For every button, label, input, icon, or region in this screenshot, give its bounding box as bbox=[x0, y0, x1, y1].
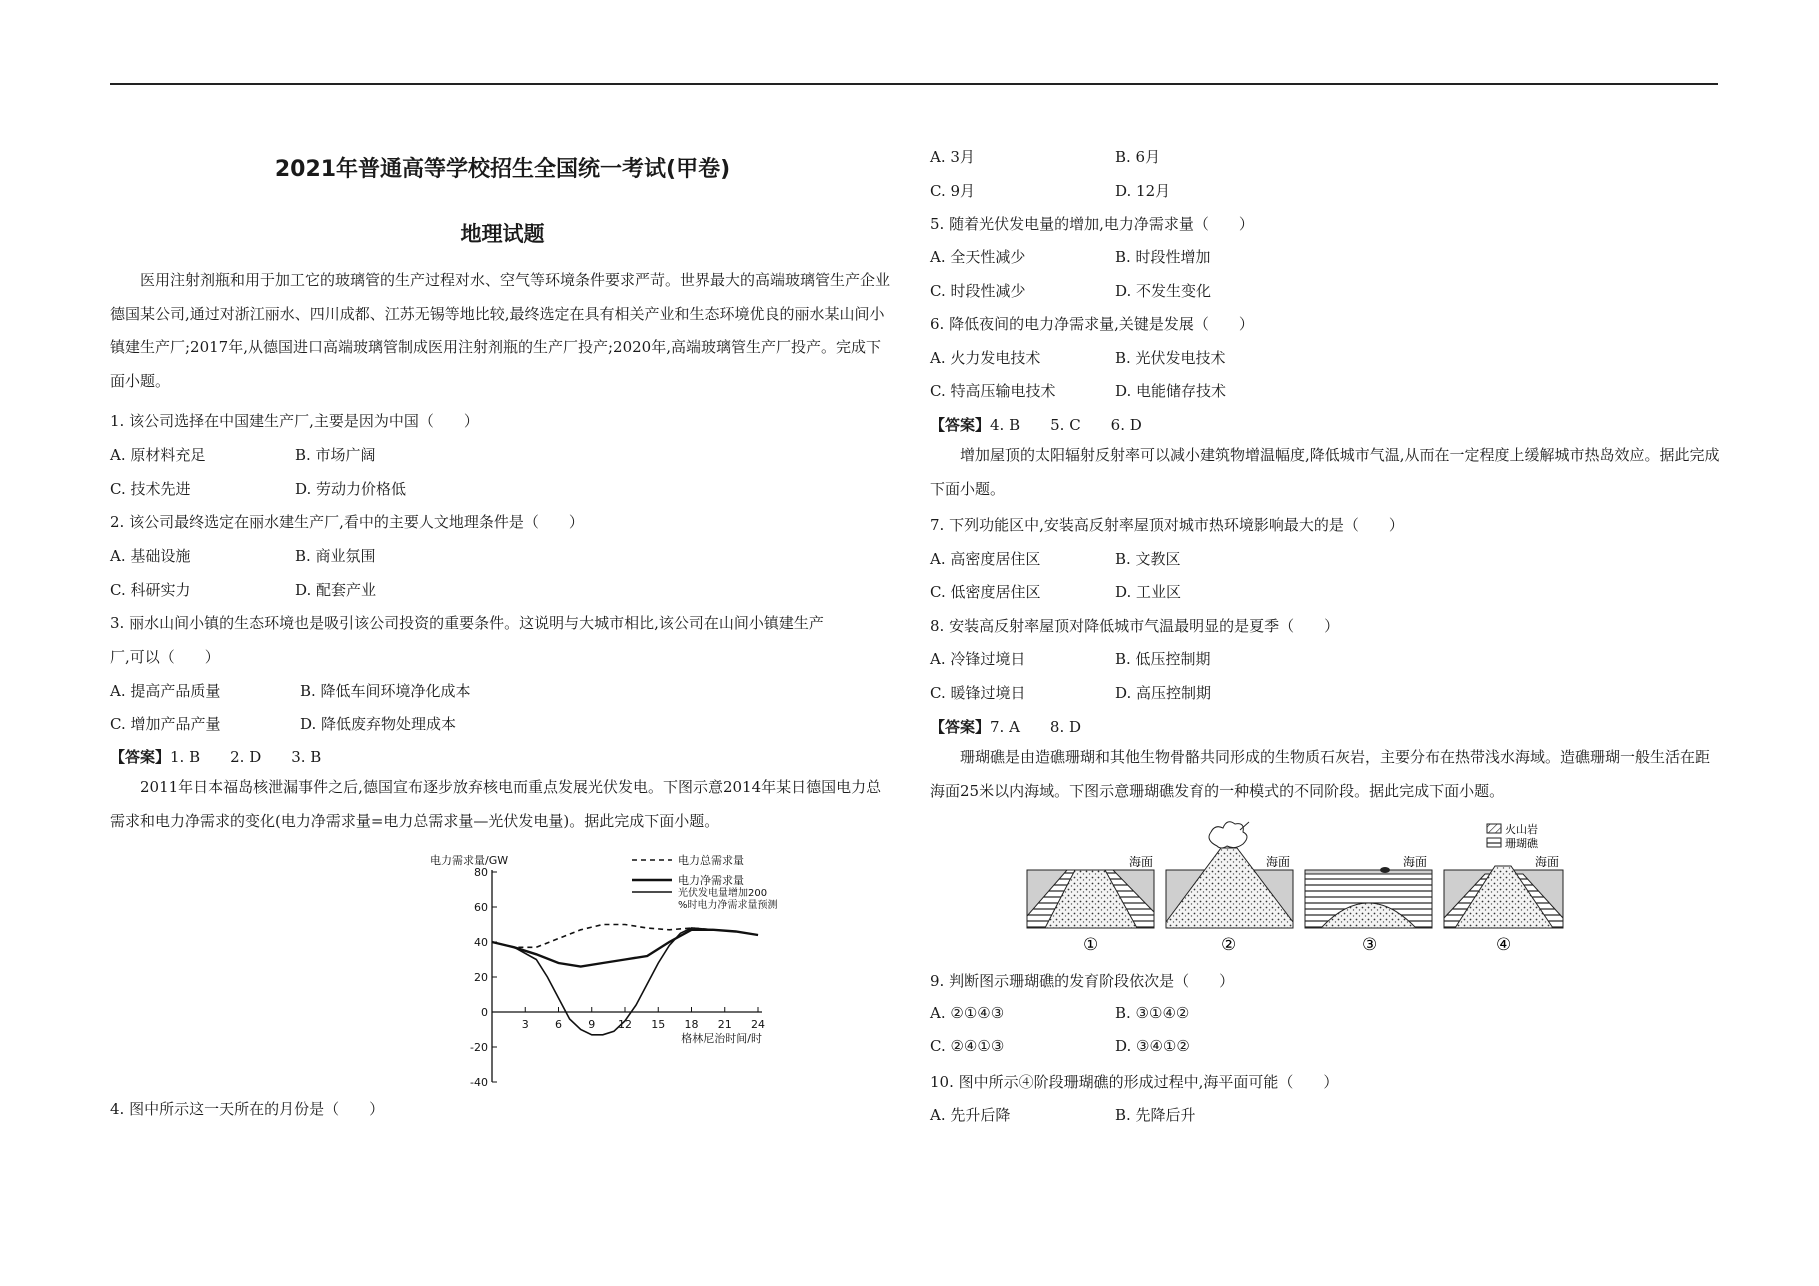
legend-volcanic-label: 火山岩 bbox=[1505, 823, 1538, 836]
q9-option-c: C. ②④①③ bbox=[930, 1037, 1005, 1055]
q8-option-c: C. 暖锋过境日 bbox=[930, 684, 1026, 702]
coral-reef-figure bbox=[1025, 822, 1565, 954]
q9-option-b: B. ③①④② bbox=[1115, 1004, 1190, 1022]
q5-option-d: D. 不发生变化 bbox=[1115, 282, 1212, 300]
answer-1-3 bbox=[110, 746, 321, 767]
q1-option-d: D. 劳动力价格低 bbox=[295, 480, 407, 498]
q7-option-a: A. 高密度居住区 bbox=[930, 550, 1041, 568]
q3-option-d: D. 降低废弃物处理成本 bbox=[300, 715, 457, 733]
question-10-stem: 10. 图中所示④阶段珊瑚礁的形成过程中,海平面可能（ ） bbox=[930, 1073, 1339, 1091]
reef-panel-3 bbox=[1305, 855, 1432, 955]
y-tick-label: 40 bbox=[474, 936, 488, 949]
reef-top bbox=[1380, 867, 1390, 873]
x-tick-label: 3 bbox=[521, 1018, 529, 1031]
answer-text: 4. B 5. C 6. D bbox=[990, 416, 1142, 434]
q6-option-b: B. 光伏发电技术 bbox=[1115, 349, 1226, 367]
panel-label-2: ② bbox=[1221, 935, 1237, 955]
question-1-stem: 1. 该公司选择在中国建生产厂,主要是因为中国（ ） bbox=[110, 412, 479, 430]
q6-option-a: A. 火力发电技术 bbox=[930, 349, 1041, 367]
y-tick-label: 0 bbox=[481, 1006, 488, 1019]
panel-label-4: ④ bbox=[1496, 935, 1512, 955]
series-line-2 bbox=[492, 930, 758, 967]
q1-option-a: A. 原材料充足 bbox=[110, 446, 206, 464]
q8-option-b: B. 低压控制期 bbox=[1115, 650, 1211, 668]
legend-coral-swatch bbox=[1487, 838, 1501, 847]
legend-label-1: 电力总需求量 bbox=[678, 854, 744, 867]
q7-option-d: D. 工业区 bbox=[1115, 583, 1182, 601]
figure-legend bbox=[1487, 822, 1539, 850]
passage-2: 2011年日本福岛核泄漏事件之后,德国宣布逐步放弃核电而重点发展光伏发电。下图示意2014年某日德国电力总需求和电力净需求的变化(电力净需求量=电力总需求量—光伏发电量)。据此完成下面小题。 bbox=[110, 778, 882, 830]
question-2-stem: 2. 该公司最终选定在丽水建生产厂,看中的主要人文地理条件是（ ） bbox=[110, 513, 584, 531]
x-tick-label: 6 bbox=[555, 1018, 562, 1031]
passage-3: 增加屋顶的太阳辐射反射率可以减小建筑物增温幅度,降低城市气温,从而在一定程度上缓解城市热岛效应。据此完成下面小题。 bbox=[930, 446, 1720, 498]
q1-option-c: C. 技术先进 bbox=[110, 480, 191, 498]
q4-option-c: C. 9月 bbox=[930, 182, 976, 200]
q5-option-b: B. 时段性增加 bbox=[1115, 248, 1211, 266]
answer-text: 1. B 2. D 3. B bbox=[170, 748, 322, 766]
x-tick-label: 12 bbox=[618, 1018, 632, 1031]
y-tick-label: -20 bbox=[470, 1041, 488, 1054]
x-tick-label: 18 bbox=[684, 1018, 699, 1031]
x-axis-label: 格林尼治时间/时 bbox=[681, 1032, 762, 1045]
legend-volcanic-swatch bbox=[1487, 824, 1501, 833]
q1-option-b: B. 市场广阔 bbox=[295, 446, 376, 464]
q2-option-a: A. 基础设施 bbox=[110, 547, 191, 565]
answer-tag: 【答案】 bbox=[930, 718, 991, 736]
legend-label-2: 电力净需求量 bbox=[678, 874, 744, 887]
sea-level-label: 海面 bbox=[1129, 855, 1154, 869]
q9-option-a: A. ②①④③ bbox=[930, 1004, 1005, 1022]
x-tick-label: 15 bbox=[651, 1018, 666, 1031]
q8-option-a: A. 冷锋过境日 bbox=[930, 650, 1026, 668]
q4-option-b: B. 6月 bbox=[1115, 148, 1161, 166]
question-8-stem: 8. 安装高反射率屋顶对降低城市气温最明显的是夏季（ ） bbox=[930, 617, 1340, 635]
header-rule bbox=[110, 83, 1718, 85]
y-tick-label: 80 bbox=[474, 866, 488, 879]
q10-option-b: B. 先降后升 bbox=[1115, 1106, 1196, 1124]
panel-label-1: ① bbox=[1083, 935, 1099, 955]
sea-level-label: 海面 bbox=[1266, 855, 1291, 869]
panel-label-3: ③ bbox=[1362, 935, 1378, 955]
answer-tag: 【答案】 bbox=[110, 748, 171, 766]
x-tick-label: 24 bbox=[751, 1018, 765, 1031]
y-tick-label: 20 bbox=[474, 971, 488, 984]
question-3-stem-line1: 3. 丽水山间小镇的生态环境也是吸引该公司投资的重要条件。这说明与大城市相比,该公司在山间小镇建生产 bbox=[110, 614, 824, 632]
question-9-stem: 9. 判断图示珊瑚礁的发育阶段依次是（ ） bbox=[930, 972, 1235, 990]
q4-option-d: D. 12月 bbox=[1115, 182, 1171, 200]
q6-option-d: D. 电能储存技术 bbox=[1115, 382, 1227, 400]
exam-title: 2021年普通高等学校招生全国统一考试(甲卷) bbox=[274, 157, 731, 182]
q10-option-a: A. 先升后降 bbox=[930, 1106, 1011, 1124]
q5-option-c: C. 时段性减少 bbox=[930, 282, 1026, 300]
power-demand-chart bbox=[300, 842, 820, 1089]
answer-7-8 bbox=[930, 716, 1081, 737]
x-tick-label: 9 bbox=[588, 1018, 596, 1031]
q9-option-d: D. ③④①② bbox=[1115, 1037, 1190, 1055]
series-line-1 bbox=[492, 925, 758, 948]
q3-option-c: C. 增加产品产量 bbox=[110, 715, 221, 733]
question-3-stem-line2: 厂,可以（ ） bbox=[110, 648, 220, 666]
q3-option-a: A. 提高产品质量 bbox=[110, 682, 221, 700]
passage-1: 医用注射剂瓶和用于加工它的玻璃管的生产过程对水、空气等环境条件要求严苛。世界最大的高端玻璃管生产企业德国某公司,通过对浙江丽水、四川成都、江苏无锡等地比较,最终选定在具有相关产业和生态环境优良的丽水某山间小镇建生产厂;2017年,从德国进口高端玻璃管制成医用注射剂瓶的生产厂投产;2020年,高端玻璃管生产厂投产。完成下面小题。 bbox=[110, 271, 891, 390]
answer-4-6 bbox=[930, 414, 1142, 435]
y-axis-label: 电力需求量/GW bbox=[430, 854, 509, 867]
sea-level-label: 海面 bbox=[1535, 855, 1560, 869]
q3-option-b: B. 降低车间环境净化成本 bbox=[300, 682, 471, 700]
y-tick-label: 60 bbox=[474, 901, 488, 914]
legend-label-3a: 光伏发电量增加200 bbox=[678, 888, 768, 899]
question-5-stem: 5. 随着光伏发电量的增加,电力净需求量（ ） bbox=[930, 215, 1254, 233]
eruption-plume bbox=[1209, 822, 1247, 848]
q7-option-c: C. 低密度居住区 bbox=[930, 583, 1041, 601]
y-tick-label: -40 bbox=[470, 1076, 488, 1089]
question-4-stem: 4. 图中所示这一天所在的月份是（ ） bbox=[110, 1100, 385, 1118]
question-6-stem: 6. 降低夜间的电力净需求量,关键是发展（ ） bbox=[930, 315, 1254, 333]
q2-option-c: C. 科研实力 bbox=[110, 581, 191, 599]
q2-option-d: D. 配套产业 bbox=[295, 581, 377, 599]
q5-option-a: A. 全天性减少 bbox=[930, 248, 1026, 266]
legend-coral-label: 珊瑚礁 bbox=[1505, 837, 1538, 850]
sea-level-label: 海面 bbox=[1403, 855, 1428, 869]
passage-4: 珊瑚礁是由造礁珊瑚和其他生物骨骼共同形成的生物质石灰岩，主要分布在热带浅水海域。造礁珊瑚一般生活在距海面25米以内海域。下图示意珊瑚礁发育的一种模式的不同阶段。据此完成下面小题。 bbox=[930, 748, 1711, 800]
q8-option-d: D. 高压控制期 bbox=[1115, 684, 1212, 702]
reef-panel-2 bbox=[1166, 822, 1293, 955]
question-7-stem: 7. 下列功能区中,安装高反射率屋顶对城市热环境影响最大的是（ ） bbox=[930, 516, 1404, 534]
answer-tag: 【答案】 bbox=[930, 416, 991, 434]
q4-option-a: A. 3月 bbox=[930, 148, 975, 166]
reef-panel-4 bbox=[1444, 855, 1563, 955]
x-tick-label: 21 bbox=[717, 1018, 732, 1031]
answer-text: 7. A 8. D bbox=[990, 718, 1082, 736]
legend-label-3b: %时电力净需求量预测 bbox=[678, 900, 778, 911]
reef-panel-1 bbox=[1027, 855, 1154, 955]
q6-option-c: C. 特高压输电技术 bbox=[930, 382, 1056, 400]
q2-option-b: B. 商业氛围 bbox=[295, 547, 376, 565]
exam-subtitle: 地理试题 bbox=[460, 222, 545, 246]
q7-option-b: B. 文教区 bbox=[1115, 550, 1181, 568]
